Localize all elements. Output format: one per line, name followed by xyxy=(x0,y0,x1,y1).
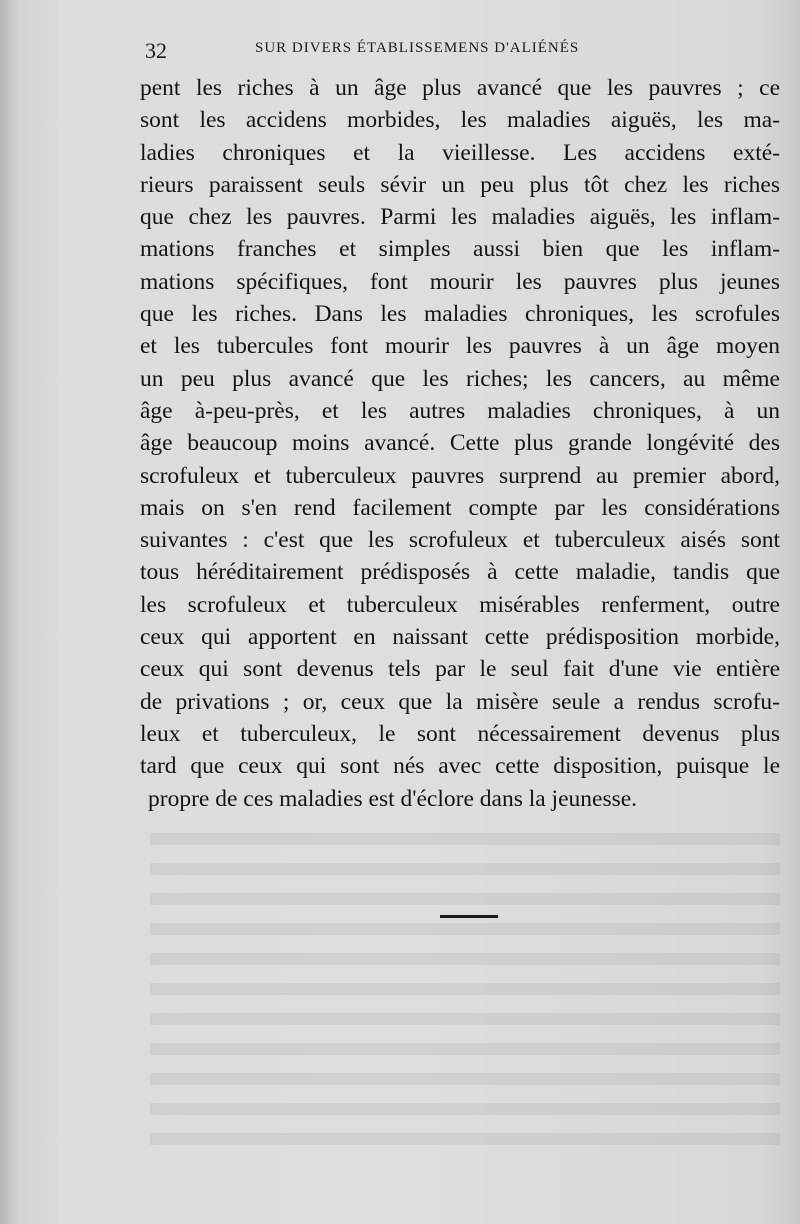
page-number: 32 xyxy=(145,38,167,63)
text-line: rieurs paraissent seuls sévir un peu plus tôt chez les riches xyxy=(140,171,780,198)
header-title: SUR DIVERS ÉTABLISSEMENS D'ALIÉNÉS xyxy=(255,40,580,56)
text-line: un peu plus avancé que les riches; les cancers, au même xyxy=(140,365,780,392)
text-line: sont les accidens morbides, les maladies aiguës, les ma- xyxy=(140,107,780,134)
text-line: mais on s'en rend facilement compte par les considérations xyxy=(140,494,780,521)
text-line: scrofuleux et tuberculeux pauvres surprend au premier abord, xyxy=(140,462,780,489)
text-line: pent les riches à un âge plus avancé que les pauvres ; ce xyxy=(140,75,780,101)
text-line: que chez les pauvres. Parmi les maladies aiguës, les inflam- xyxy=(140,204,780,231)
text-line: que les riches. Dans les maladies chroniques, les scrofules xyxy=(140,301,780,328)
text-line: et les tubercules font mourir les pauvres à un âge moyen xyxy=(140,333,780,360)
text-line: ceux qui apportent en naissant cette prédisposition morbide, xyxy=(140,624,780,651)
body-paragraph xyxy=(140,72,780,815)
text-line: mations franches et simples aussi bien que les inflam- xyxy=(140,236,780,263)
text-line: tard que ceux qui sont nés avec cette disposition, puisque le xyxy=(140,753,780,780)
text-line: mations spécifiques, font mourir les pauvres plus jeunes xyxy=(140,268,780,295)
text-line: leux et tuberculeux, le sont nécessairement devenus plus xyxy=(140,720,780,747)
text-line: âge à-peu-près, et les autres maladies chroniques, à un xyxy=(140,397,780,424)
text-line: âge beaucoup moins avancé. Cette plus grande longévité des xyxy=(140,430,780,457)
text-line: les scrofuleux et tuberculeux misérables renferment, outre xyxy=(140,591,780,618)
text-line: tous héréditairement prédisposés à cette maladie, tandis que xyxy=(140,559,780,586)
text-line: ceux qui sont devenus tels par le seul fait d'une vie entière xyxy=(140,656,780,683)
text-line: de privations ; or, ceux que la misère seule a rendus scrofu- xyxy=(140,688,780,715)
text-line: propre de ces maladies est d'éclore dans la jeunesse. xyxy=(148,785,638,812)
running-header xyxy=(145,36,785,66)
text-line: suivantes : c'est que les scrofuleux et tuberculeux aisés sont xyxy=(140,527,780,554)
section-divider xyxy=(440,915,498,918)
text-line: ladies chroniques et la vieillesse. Les accidens exté- xyxy=(140,139,780,166)
bleed-through-text xyxy=(150,815,780,1145)
